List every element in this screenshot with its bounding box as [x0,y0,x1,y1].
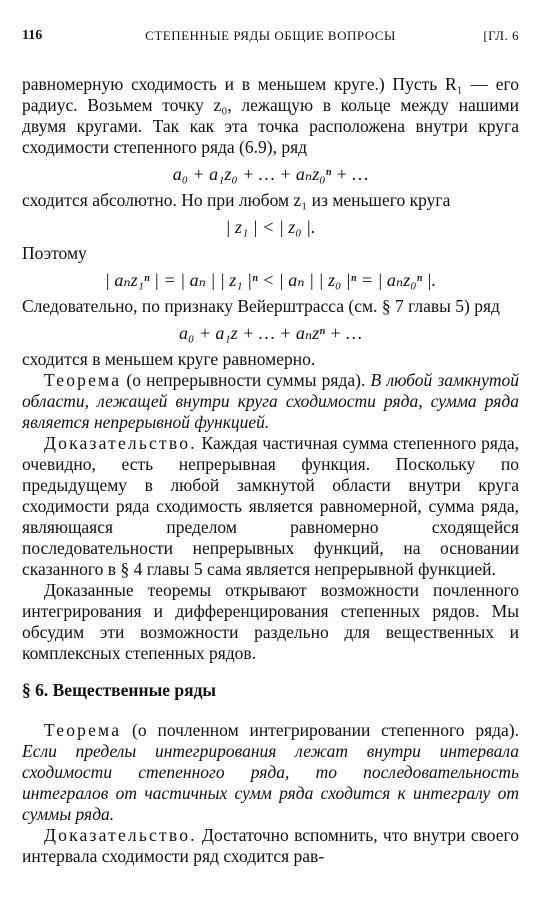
theorem-statement: В любой замкнутой области, лежащей внутри круга сходимости ряда, сумма ряда является непрерывной функцией. [22,370,519,432]
paragraph-uniform: сходится в меньшем круге равномерно. [22,349,316,369]
proof-integration [22,825,519,867]
proof-continuity [22,433,519,580]
theorem-parenthetical: (о непрерывности суммы ряда). [121,370,371,390]
theorem-integration [22,720,519,825]
paragraph-continuation: равномерную сходимость и в меньшем круге.) Пусть R₁ — его радиус. Возьмем точку z₀, лежащую в кольце между нашими двумя кругами. Так как эта точка расположена внутри круга сходимости степенного ряда (6.9), ряд [22,74,519,157]
formula-series-z: a₀ + a₁z + … + aₙzⁿ + … [178,323,363,343]
theorem-label: Теорема [44,720,122,740]
proof-label: Доказательство. [44,825,197,845]
running-header [22,28,519,50]
theorem-statement: Если пределы интегрирования лежат внутри интервала сходимости степенного ряда, то последовательность интегралов от частичных сумм ряда сходится к интегралу от суммы ряда. [22,741,519,824]
theorem-continuity [22,370,519,433]
proof-text: Достаточно вспомнить, что внутри своего интервала сходимости ряд сходится рав- [22,825,519,866]
page-body [22,74,519,867]
page-number: 116 [22,28,43,43]
paragraph-possibilities: Доказанные теоремы открывают возможности почленного интегрирования и дифференцирования степенных рядов. Мы обсудим эти возможности раздельно для вещественных и комплексных степенных рядов. [22,580,519,663]
section-heading: § 6. Вещественные ряды [22,680,217,700]
theorem-parenthetical: (о почленном интегрировании степенного ряда). [121,720,519,740]
proof-text: Каждая частичная сумма степенного ряда, очевидно, есть непрерывная функция. Поскольку по предыдущему в любой замкнутой области внутри круга сходимости ряда сходимость является равномерной, сумма ряда, являющаяся пределом равномерно сходящейся последовательности непрерывных функций, на основании сказанного в § 4 главы 5 сама является непрерывной функцией. [22,433,519,579]
chapter-label: [ГЛ. 6 [483,28,519,43]
formula-estimate: | aₙz₁ⁿ | = | aₙ | | z₁ |ⁿ < | aₙ | | z₀ |ⁿ = | aₙz₀ⁿ |. [104,270,437,290]
formula-inequality: | z₁ | < | z₀ |. [225,217,316,237]
paragraph-weierstrass: Следовательно, по признаку Вейерштрасса (см. § 7 главы 5) ряд [22,296,500,316]
theorem-label: Теорема [44,370,122,390]
proof-label: Доказательство. [44,433,197,453]
running-title: СТЕПЕННЫЕ РЯДЫ ОБЩИЕ ВОПРОСЫ [145,28,396,43]
formula-series-z0: a₀ + a₁z₀ + … + aₙz₀ⁿ + … [172,164,369,184]
paragraph-therefore: Поэтому [22,243,87,263]
paragraph-absolute-convergence: сходится абсолютно. Но при любом z₁ из меньшего круга [22,190,451,210]
